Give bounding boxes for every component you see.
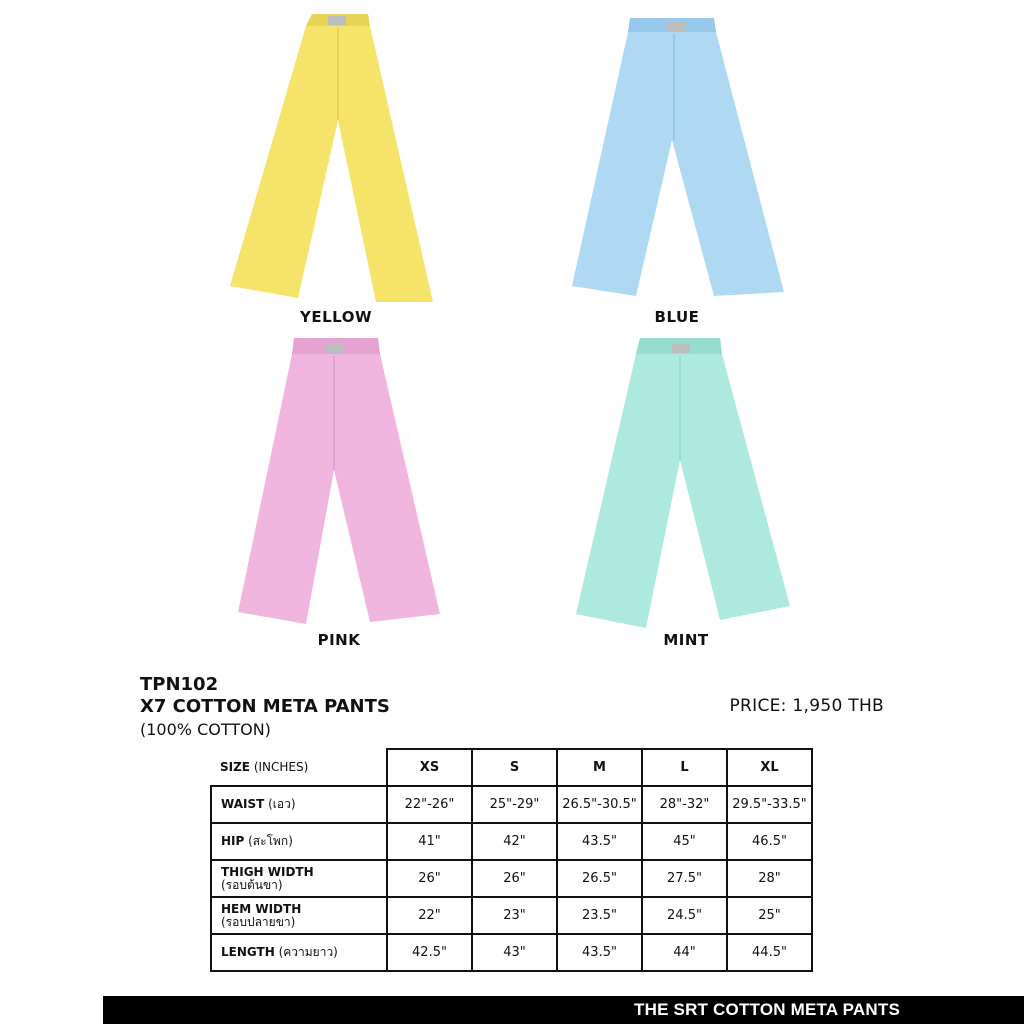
table-cell: 45" (642, 823, 727, 860)
row-label-thigh-width (211, 860, 387, 897)
size-header-unit: (INCHES) (250, 759, 309, 774)
product-name: X7 COTTON META PANTS (140, 696, 390, 717)
table-cell: 26.5"-30.5" (557, 786, 642, 823)
size-header-row (211, 749, 812, 786)
table-row (211, 860, 812, 897)
table-cell: 25" (727, 897, 812, 934)
table-cell: 26" (387, 860, 472, 897)
pants-image-yellow (220, 10, 450, 310)
product-material: (100% COTTON) (140, 720, 271, 739)
table-row (211, 934, 812, 971)
row-label-hem-width (211, 897, 387, 934)
table-cell: 27.5" (642, 860, 727, 897)
variant-label-blue: BLUE (654, 308, 700, 326)
table-cell: 23.5" (557, 897, 642, 934)
size-header-label: SIZE (220, 759, 251, 774)
pants-image-pink (230, 330, 460, 630)
table-cell: 28"-32" (642, 786, 727, 823)
row-name: THIGH WIDTH (221, 864, 314, 879)
row-name: HIP (221, 834, 245, 848)
row-name: LENGTH (221, 945, 275, 959)
size-col-s: S (472, 749, 557, 786)
row-sub: (ความยาว) (274, 945, 338, 959)
footer-title: THE SRT COTTON META PANTS (634, 1000, 900, 1019)
row-sub: (รอบต้นขา) (221, 877, 283, 892)
table-cell: 23" (472, 897, 557, 934)
table-cell: 44.5" (727, 934, 812, 971)
row-sub: (รอบปลายขา) (221, 914, 296, 929)
size-col-m: M (557, 749, 642, 786)
size-col-xl: XL (727, 749, 812, 786)
table-cell: 41" (387, 823, 472, 860)
row-name: HEM WIDTH (221, 901, 302, 916)
row-sub: (เอว) (264, 797, 296, 811)
row-sub: (สะโพก) (244, 834, 293, 848)
table-cell: 22"-26" (387, 786, 472, 823)
table-cell: 29.5"-33.5" (727, 786, 812, 823)
row-label-waist (211, 786, 387, 823)
variant-label-yellow: YELLOW (300, 308, 372, 326)
row-name: WAIST (221, 797, 265, 811)
product-code: TPN102 (140, 674, 219, 695)
table-cell: 44" (642, 934, 727, 971)
table-cell: 43.5" (557, 934, 642, 971)
table-cell: 26.5" (557, 860, 642, 897)
table-cell: 24.5" (642, 897, 727, 934)
row-label-hip (211, 823, 387, 860)
size-header-cell (211, 749, 387, 786)
table-cell: 43.5" (557, 823, 642, 860)
table-row (211, 823, 812, 860)
table-row (211, 897, 812, 934)
price-label: PRICE: 1,950 THB (729, 696, 884, 716)
size-col-l: L (642, 749, 727, 786)
row-label-length (211, 934, 387, 971)
size-chart-table (210, 748, 813, 972)
table-cell: 42" (472, 823, 557, 860)
table-cell: 28" (727, 860, 812, 897)
variant-label-pink: PINK (317, 631, 361, 649)
table-row (211, 786, 812, 823)
pants-image-blue (564, 10, 794, 310)
table-cell: 46.5" (727, 823, 812, 860)
pants-image-mint (570, 330, 800, 630)
table-cell: 42.5" (387, 934, 472, 971)
table-cell: 25"-29" (472, 786, 557, 823)
table-cell: 26" (472, 860, 557, 897)
variant-label-mint: MINT (663, 631, 709, 649)
table-cell: 22" (387, 897, 472, 934)
table-cell: 43" (472, 934, 557, 971)
size-col-xs: XS (387, 749, 472, 786)
